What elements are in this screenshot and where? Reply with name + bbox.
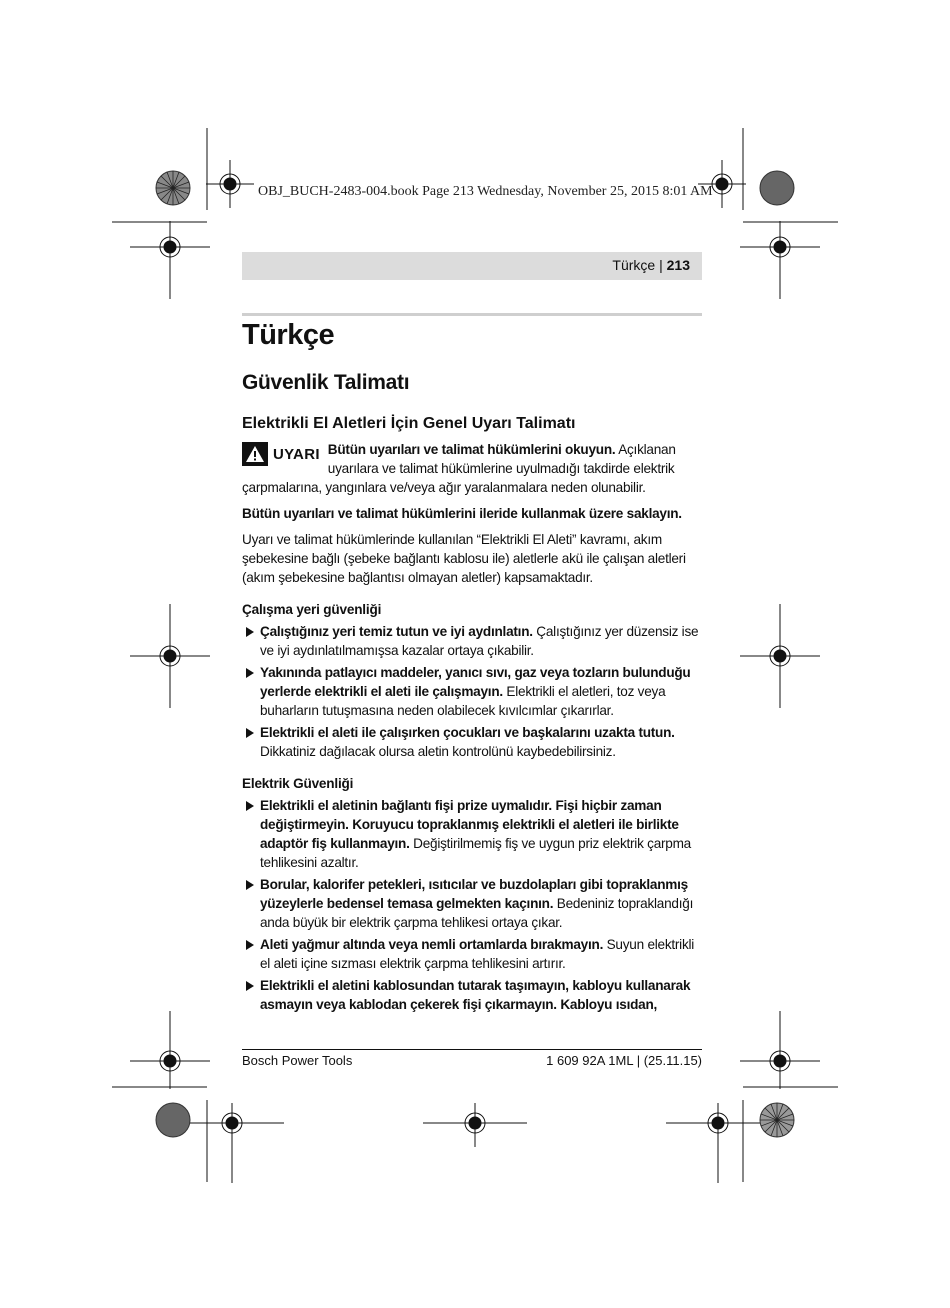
title-rule bbox=[242, 313, 702, 316]
page-content bbox=[242, 318, 704, 1014]
crosshair-icon bbox=[180, 1103, 284, 1183]
warning-lead-bold: Bütün uyarıları ve talimat hükümlerini okuyun. bbox=[327, 442, 616, 457]
footer-doc-code: 1 609 92A 1ML | (25.11.15) bbox=[546, 1053, 702, 1068]
bullet-arrow-icon bbox=[246, 801, 254, 811]
electrical-title: Elektrik Güvenliği bbox=[242, 776, 354, 791]
list-item bbox=[242, 622, 704, 660]
list-item bbox=[242, 796, 704, 872]
running-header bbox=[242, 252, 702, 280]
list-item bbox=[242, 875, 704, 932]
bullet-arrow-icon bbox=[246, 981, 254, 991]
starburst-icon bbox=[760, 1103, 794, 1137]
bullet-arrow-icon bbox=[246, 668, 254, 678]
crosshair-icon bbox=[206, 160, 254, 208]
warning-lead-text: Açıklanan uyarılara ve talimat hükümlerine uyulmadığı takdirde elektrik çarpmalarına, yangınlara ve/veya ağır yaralanmalara neden olunabilir. bbox=[242, 442, 676, 495]
density-dot-icon bbox=[156, 1103, 190, 1137]
warning-badge bbox=[242, 442, 320, 466]
crosshair-icon bbox=[740, 604, 820, 708]
subsection-title: Elektrikli El Aletleri İçin Genel Uyarı Talimatı bbox=[242, 415, 576, 432]
item-bold: Yakınında patlayıcı maddeler, yanıcı sıvı, gaz veya tozların bulunduğu yerlerde elektrikli el aleti ile çalışmayın. bbox=[260, 665, 691, 699]
crosshair-icon bbox=[740, 1011, 820, 1089]
item-bold: Aleti yağmur altında veya nemli ortamlarda bırakmayın. bbox=[260, 937, 604, 952]
list-item bbox=[242, 663, 704, 720]
footer-brand: Bosch Power Tools bbox=[242, 1053, 353, 1068]
list-item bbox=[242, 723, 704, 761]
item-bold: Elektrikli el aletini kablosundan tutarak taşımayın, kabloyu kullanarak asmayın veya kablodan çekerek fişi çıkarmayın. Kabloyu ısıdan, bbox=[260, 978, 691, 1012]
list-item bbox=[242, 935, 704, 973]
definition-paragraph: Uyarı ve talimat hükümlerinde kullanılan “Elektrikli El Aleti” kavramı, akım şebekesine bağlı (şebeke bağlantı kablosu ile) aletlerle akü ile çalışan aletleri (akım şebekesine bağlantısı olmayan aletler) kapsamaktadır. bbox=[242, 532, 686, 585]
item-text: Değiştirilmemiş fiş ve uygun priz elektrik çarpma tehlikesini azaltır. bbox=[260, 836, 691, 870]
bullet-arrow-icon bbox=[246, 940, 254, 950]
bullet-arrow-icon bbox=[246, 627, 254, 637]
crosshair-icon bbox=[740, 221, 820, 299]
crosshair-icon bbox=[423, 1103, 527, 1147]
page-title: Türkçe bbox=[242, 319, 335, 351]
header-language: Türkçe bbox=[612, 257, 656, 273]
item-text: Dikkatiniz dağılacak olursa aletin kontrolünü kaybedebilirsiniz. bbox=[260, 744, 616, 759]
footer-rule bbox=[242, 1049, 702, 1050]
warning-label: UYARI bbox=[273, 445, 320, 463]
crosshair-icon bbox=[130, 1011, 210, 1089]
list-item bbox=[242, 976, 704, 1014]
workplace-title: Çalışma yeri güvenliği bbox=[242, 602, 382, 617]
bullet-arrow-icon bbox=[246, 728, 254, 738]
density-dot-icon bbox=[760, 171, 794, 205]
warning-block bbox=[242, 440, 704, 497]
crosshair-icon bbox=[666, 1103, 770, 1183]
starburst-icon bbox=[156, 171, 190, 205]
page-number: 213 bbox=[666, 257, 690, 273]
print-slug: OBJ_BUCH-2483-004.book Page 213 Wednesday, November 25, 2015 8:01 AM bbox=[258, 184, 713, 199]
header-text bbox=[612, 257, 690, 273]
bullet-arrow-icon bbox=[246, 880, 254, 890]
section-title: Güvenlik Talimatı bbox=[242, 371, 410, 394]
item-bold: Elektrikli el aleti ile çalışırken çocukları ve başkalarını uzakta tutun. bbox=[260, 725, 675, 740]
item-text: Suyun elektrikli el aleti içine sızması elektrik çarpma tehlikesini artırır. bbox=[260, 937, 695, 971]
header-separator: | bbox=[659, 257, 663, 273]
crosshair-icon bbox=[130, 604, 210, 708]
crosshair-icon bbox=[130, 221, 210, 299]
item-bold: Çalıştığınız yeri temiz tutun ve iyi aydınlatın. bbox=[260, 624, 533, 639]
item-text: Bedeniniz topraklandığı anda büyük bir elektrik çarpma tehlikesi ortaya çıkar. bbox=[260, 896, 694, 930]
item-bold: Elektrikli el aletinin bağlantı fişi prize uymalıdır. Fişi hiçbir zaman değiştirmeyin. Koruyucu topraklanmış elektrikli el aletleri ile birlikte adaptör fiş kullanmayın. bbox=[260, 798, 679, 851]
item-text: Çalıştığınız yer düzensiz ise ve iyi aydınlatılmamışsa kazalar ortaya çıkabilir. bbox=[260, 624, 699, 658]
warning-triangle-icon bbox=[242, 442, 268, 466]
item-text: Elektrikli el aletleri, toz veya buharların tutuşmasına neden olabilecek kıvılcımlar çıkarırlar. bbox=[260, 684, 666, 718]
save-instruction: Bütün uyarıları ve talimat hükümlerini ileride kullanmak üzere saklayın. bbox=[242, 506, 682, 521]
item-bold: Borular, kalorifer petekleri, ısıtıcılar ve buzdolapları gibi topraklanmış yüzeylerle bedensel temasa gelmekten kaçının. bbox=[260, 877, 688, 911]
